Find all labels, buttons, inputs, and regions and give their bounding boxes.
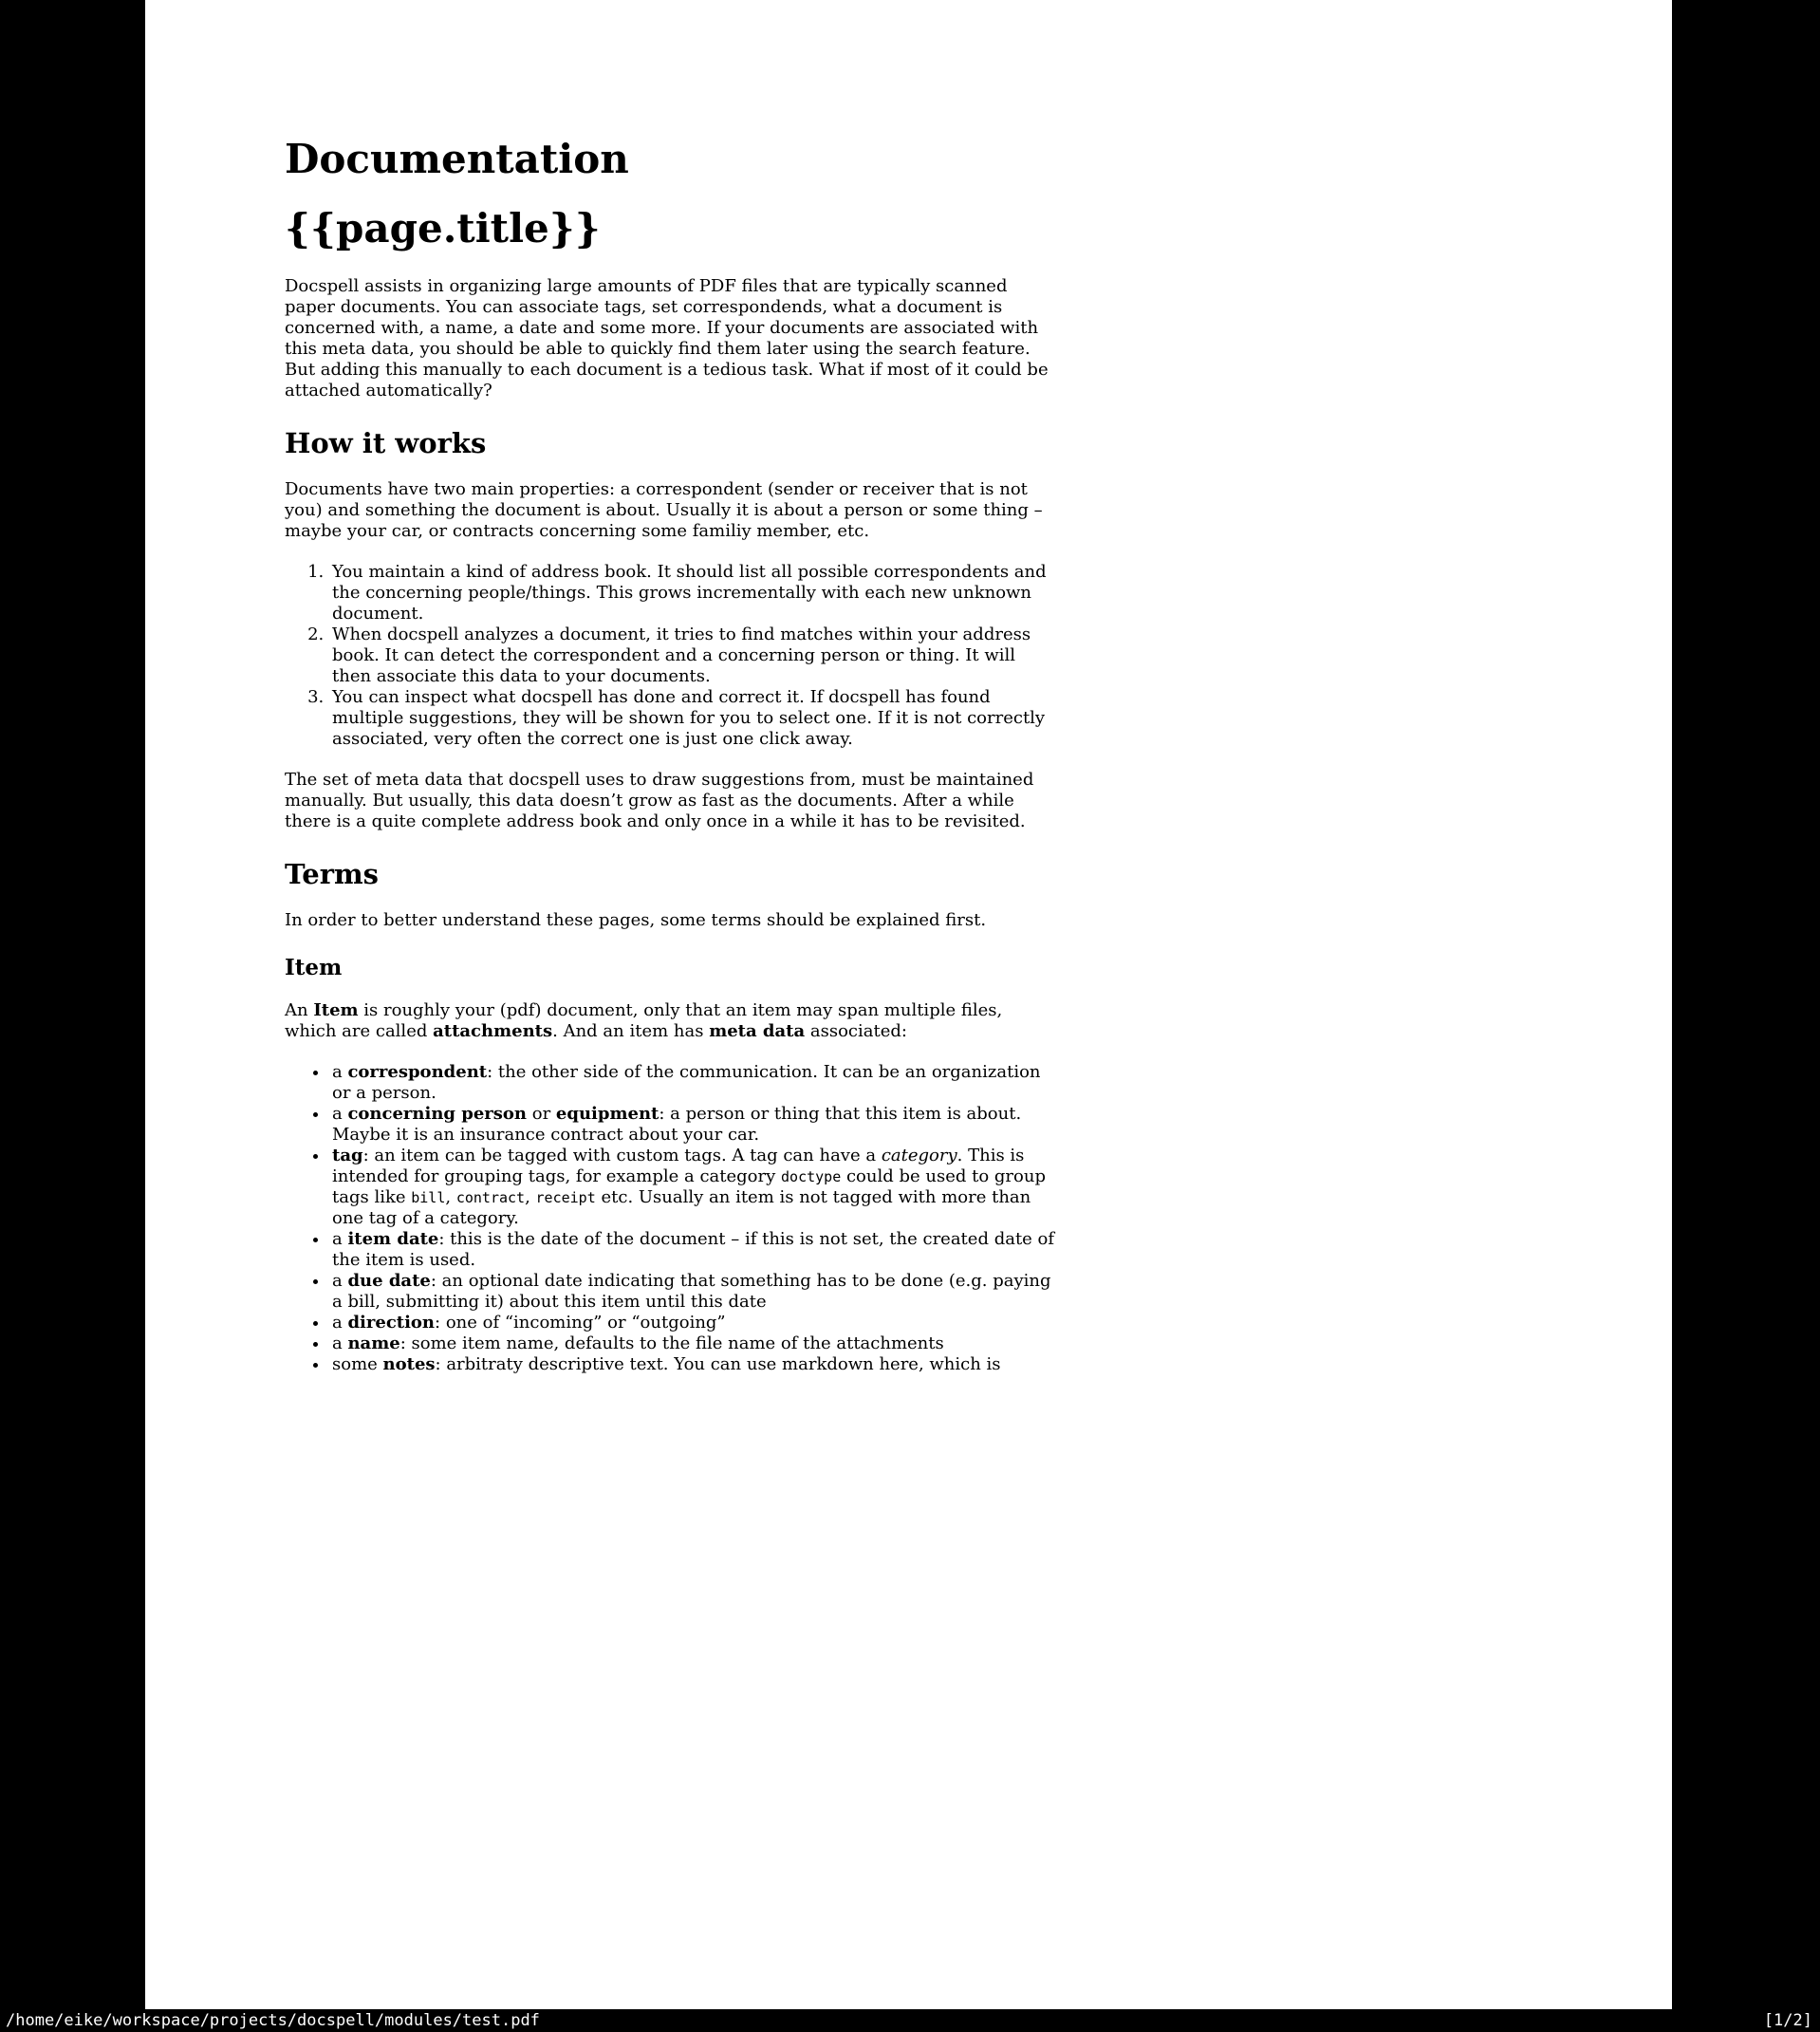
text-run: Terms [285, 858, 379, 890]
text-run: The set of meta data that docspell uses to draw suggestions from, must be maintained manually. But usually, this data doesn’t grow as fast as the documents. After a while there is a quite complete address book and only once in a while it has to be revisited. [285, 770, 1034, 831]
text-run: a [332, 1271, 348, 1291]
text-run-b: meta data [709, 1021, 806, 1041]
doc-bullet-list-meta-data [285, 1062, 1059, 1375]
text-run: : the other side of the communication. It can be an organization or a person. [332, 1062, 1041, 1103]
text-run: etc. Usually an item is not tagged with more than one tag of a category. [332, 1187, 1031, 1228]
text-run-b: direction [347, 1313, 436, 1333]
text-run: , [445, 1187, 456, 1207]
text-run: In order to better understand these pages, some terms should be explained first. [285, 910, 987, 930]
status-bar [0, 2009, 1820, 2032]
text-run-b: Item [313, 1000, 359, 1020]
text-run: Documentation [285, 136, 629, 182]
list-item [329, 1146, 1059, 1229]
doc-ordered-list-workflow [285, 562, 1059, 750]
text-run-b: attachments [433, 1021, 553, 1041]
text-run: When docspell analyzes a document, it tries to find matches within your address book. It can detect the correspondent and a concerning person or thing. It will then associate this data to your documents. [332, 625, 1031, 686]
text-run: is roughly your (pdf) document, only that an item may span multiple files, which are called [285, 1000, 1003, 1041]
doc-heading-item [285, 956, 1059, 980]
list-item [329, 562, 1059, 625]
text-run: Item [285, 955, 343, 980]
text-run-m: bill [411, 1189, 446, 1206]
pdf-page [145, 0, 1672, 2009]
text-run-b: correspondent [347, 1062, 488, 1082]
list-item [329, 1062, 1059, 1104]
text-run: You maintain a kind of address book. It should list all possible correspondents and the concerning people/things. This grows incrementally with each new unknown document. [332, 562, 1047, 624]
text-run-b: tag [332, 1146, 363, 1165]
text-run: : a person or thing that this item is about. Maybe it is an insurance contract about your car. [332, 1104, 1022, 1145]
text-run: {{page.title}} [285, 205, 601, 252]
doc-paragraph-meta-data [285, 770, 1059, 832]
status-page-indicator: [1/2] [1763, 2011, 1812, 2030]
doc-paragraph-terms-intro [285, 910, 1059, 931]
list-item [329, 625, 1059, 687]
text-run: Documents have two main properties: a correspondent (sender or receiver that is not you) and something the document is about. Usually it is about a person or some thing – maybe your car, or contracts concerning some familiy member, etc. [285, 479, 1043, 541]
text-run-m: doctype [781, 1168, 842, 1185]
text-run-i: category [881, 1146, 957, 1165]
text-run: a [332, 1229, 348, 1249]
text-run: , [525, 1187, 536, 1207]
text-run: . And an item has [552, 1021, 710, 1041]
text-run: How it works [285, 427, 487, 459]
text-run-m: contract [455, 1189, 526, 1206]
text-run: : an optional date indicating that something has to be done (e.g. paying a bill, submitting it) about this item until this date [332, 1271, 1051, 1312]
doc-heading-page-title-placeholder [285, 207, 1059, 251]
text-run-b: equipment [555, 1104, 659, 1124]
text-run-b: notes [382, 1354, 436, 1374]
text-run: some [332, 1354, 383, 1374]
text-run: a [332, 1313, 348, 1333]
text-run: a [332, 1062, 348, 1082]
text-run: a [332, 1104, 348, 1124]
list-item [329, 1354, 1059, 1375]
text-run: Docspell assists in organizing large amounts of PDF files that are typically scanned paper documents. You can associate tags, set correspondends, what a document is concerned with, a name, a date and some more. If your documents are associated with this meta data, you should be able to quickly find them later using the search feature. But adding this manually to each document is a tedious task. What if most of it could be attached automatically? [285, 276, 1049, 401]
list-item [329, 1333, 1059, 1354]
text-run: could be used to group tags like [332, 1166, 1046, 1207]
list-item [329, 1313, 1059, 1333]
text-run-b: item date [347, 1229, 439, 1249]
list-item [329, 1104, 1059, 1146]
text-run: : an item can be tagged with custom tags. A tag can have a [362, 1146, 882, 1165]
list-item [329, 1229, 1059, 1271]
doc-paragraph-item-definition [285, 1000, 1059, 1042]
pdf-page-content [285, 0, 1059, 1375]
text-run: or [527, 1104, 556, 1124]
doc-paragraph-properties [285, 479, 1059, 542]
text-run: An [285, 1000, 314, 1020]
list-item [329, 687, 1059, 750]
text-run: : one of “incoming” or “outgoing” [435, 1313, 726, 1333]
text-run-b: concerning person [347, 1104, 528, 1124]
text-run: : this is the date of the document – if this is not set, the created date of the item is used. [332, 1229, 1055, 1270]
doc-paragraph-intro [285, 276, 1059, 401]
text-run-m: receipt [535, 1189, 596, 1206]
doc-heading-terms [285, 859, 1059, 890]
text-run: : some item name, defaults to the file name of the attachments [399, 1333, 944, 1353]
text-run: a [332, 1333, 348, 1353]
text-run-b: due date [347, 1271, 431, 1291]
text-run: : arbitraty descriptive text. You can use markdown here, which is [435, 1354, 1001, 1374]
text-run: associated: [805, 1021, 907, 1041]
list-item [329, 1271, 1059, 1313]
status-file-path: /home/eike/workspace/projects/docspell/modules/test.pdf [6, 2011, 540, 2030]
text-run-b: name [347, 1333, 400, 1353]
text-run: . This is intended for grouping tags, for example a category [332, 1146, 1025, 1186]
doc-heading-documentation [285, 138, 1059, 181]
text-run: You can inspect what docspell has done and correct it. If docspell has found multiple suggestions, they will be shown for you to select one. If it is not correctly associated, very often the correct one is just one click away. [332, 687, 1046, 749]
doc-heading-how-it-works [285, 428, 1059, 459]
